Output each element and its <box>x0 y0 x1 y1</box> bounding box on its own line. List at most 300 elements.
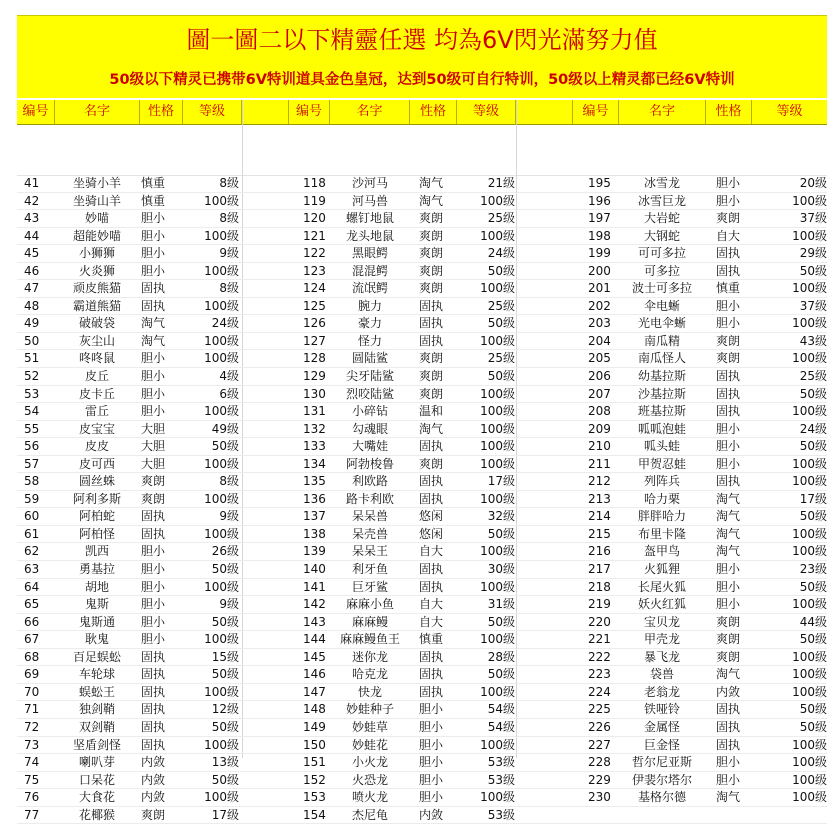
name-cell[interactable]: 阿勃梭鲁 <box>345 456 394 471</box>
number-cell[interactable]: 54 <box>24 404 40 419</box>
level-cell[interactable]: 28级 <box>487 649 515 664</box>
level-cell[interactable]: 100级 <box>204 351 239 366</box>
level-cell[interactable]: 53级 <box>487 807 515 822</box>
nature-cell[interactable]: 淘气 <box>141 333 166 348</box>
level-cell[interactable]: 100级 <box>792 526 827 541</box>
number-cell[interactable]: 223 <box>588 667 611 682</box>
name-cell[interactable]: 鬼斯 <box>84 597 109 612</box>
number-cell[interactable]: 229 <box>588 772 611 787</box>
number-cell[interactable]: 131 <box>303 404 326 419</box>
level-cell[interactable]: 50级 <box>211 562 239 577</box>
nature-cell[interactable]: 爽朗 <box>716 614 741 629</box>
number-cell[interactable]: 147 <box>303 684 326 699</box>
nature-cell[interactable]: 固执 <box>141 281 166 296</box>
name-cell[interactable]: 南瓜怪人 <box>637 351 686 366</box>
nature-cell[interactable]: 固执 <box>716 369 741 384</box>
name-cell[interactable]: 鬼斯通 <box>78 614 115 629</box>
number-cell[interactable]: 215 <box>588 526 611 541</box>
name-cell[interactable]: 妙喵 <box>84 211 109 226</box>
level-cell[interactable]: 8级 <box>219 211 239 226</box>
nature-cell[interactable]: 淘气 <box>419 193 444 208</box>
level-cell[interactable]: 50级 <box>487 667 515 682</box>
level-cell[interactable]: 100级 <box>792 772 827 787</box>
nature-cell[interactable]: 固执 <box>141 702 166 717</box>
header-name[interactable]: 名字 <box>619 100 706 124</box>
level-cell[interactable]: 50级 <box>487 614 515 629</box>
level-cell[interactable]: 25级 <box>487 298 515 313</box>
nature-cell[interactable]: 固执 <box>716 474 741 489</box>
nature-cell[interactable]: 固执 <box>141 719 166 734</box>
number-cell[interactable]: 149 <box>303 719 326 734</box>
number-cell[interactable]: 205 <box>588 351 611 366</box>
level-cell[interactable]: 44级 <box>799 614 827 629</box>
number-cell[interactable]: 65 <box>24 597 40 612</box>
name-cell[interactable]: 皮丘 <box>84 369 109 384</box>
level-cell[interactable]: 100级 <box>792 456 827 471</box>
nature-cell[interactable]: 固执 <box>141 667 166 682</box>
number-cell[interactable]: 128 <box>303 351 326 366</box>
level-cell[interactable]: 50级 <box>211 719 239 734</box>
nature-cell[interactable]: 爽朗 <box>419 369 444 384</box>
nature-cell[interactable]: 固执 <box>716 737 741 752</box>
level-cell[interactable]: 9级 <box>219 246 239 261</box>
name-cell[interactable]: 利牙鱼 <box>351 562 388 577</box>
name-cell[interactable]: 哈力栗 <box>643 491 680 506</box>
name-cell[interactable]: 布里卡隆 <box>637 526 686 541</box>
number-cell[interactable]: 129 <box>303 369 326 384</box>
number-cell[interactable]: 59 <box>24 491 40 506</box>
name-cell[interactable]: 长尾火狐 <box>637 579 686 594</box>
name-cell[interactable]: 圆陆鲨 <box>351 351 388 366</box>
header-level[interactable]: 等级 <box>183 100 242 124</box>
level-cell[interactable]: 100级 <box>792 737 827 752</box>
number-cell[interactable]: 51 <box>24 351 40 366</box>
nature-cell[interactable]: 自大 <box>419 544 444 559</box>
nature-cell[interactable]: 内敛 <box>141 755 166 770</box>
name-cell[interactable]: 怪力 <box>357 333 382 348</box>
nature-cell[interactable]: 淘气 <box>716 509 741 524</box>
level-cell[interactable]: 50级 <box>799 509 827 524</box>
number-cell[interactable]: 73 <box>24 737 40 752</box>
number-cell[interactable]: 61 <box>24 526 40 541</box>
nature-cell[interactable]: 爽朗 <box>716 211 741 226</box>
name-cell[interactable]: 皮可西 <box>78 456 115 471</box>
number-cell[interactable]: 121 <box>303 228 326 243</box>
number-cell[interactable]: 136 <box>303 491 326 506</box>
name-cell[interactable]: 圆丝蛛 <box>78 474 115 489</box>
name-cell[interactable]: 哈克龙 <box>351 667 388 682</box>
name-cell[interactable]: 坚盾剑怪 <box>72 737 121 752</box>
level-cell[interactable]: 100级 <box>480 790 515 805</box>
level-cell[interactable]: 25级 <box>799 369 827 384</box>
nature-cell[interactable]: 悠闲 <box>419 526 444 541</box>
name-cell[interactable]: 阿利多斯 <box>72 491 121 506</box>
nature-cell[interactable]: 悠闲 <box>419 509 444 524</box>
name-cell[interactable]: 小火龙 <box>351 755 388 770</box>
number-cell[interactable]: 206 <box>588 369 611 384</box>
nature-cell[interactable]: 淘气 <box>716 526 741 541</box>
nature-cell[interactable]: 固执 <box>716 719 741 734</box>
name-cell[interactable]: 哲尔尼亚斯 <box>631 755 692 770</box>
nature-cell[interactable]: 慎重 <box>141 176 166 190</box>
level-cell[interactable]: 29级 <box>799 246 827 261</box>
number-cell[interactable]: 43 <box>24 211 40 226</box>
level-cell[interactable]: 100级 <box>204 684 239 699</box>
level-cell[interactable]: 50级 <box>799 263 827 278</box>
level-cell[interactable]: 30级 <box>487 562 515 577</box>
level-cell[interactable]: 100级 <box>480 228 515 243</box>
name-cell[interactable]: 甲贺忍蛙 <box>637 456 686 471</box>
level-cell[interactable]: 100级 <box>204 193 239 208</box>
nature-cell[interactable]: 固执 <box>716 404 741 419</box>
name-cell[interactable]: 灰尘山 <box>78 333 115 348</box>
nature-cell[interactable]: 胆小 <box>716 579 741 594</box>
level-cell[interactable]: 100级 <box>792 649 827 664</box>
name-cell[interactable]: 阿柏怪 <box>78 526 115 541</box>
nature-cell[interactable]: 爽朗 <box>716 649 741 664</box>
name-cell[interactable]: 螺钉地鼠 <box>345 211 394 226</box>
number-cell[interactable]: 222 <box>588 649 611 664</box>
level-cell[interactable]: 24级 <box>487 246 515 261</box>
name-cell[interactable]: 火恐龙 <box>351 772 388 787</box>
name-cell[interactable]: 伊裴尔塔尔 <box>631 772 692 787</box>
level-cell[interactable]: 100级 <box>480 281 515 296</box>
number-cell[interactable]: 198 <box>588 228 611 243</box>
level-cell[interactable]: 100级 <box>792 404 827 419</box>
level-cell[interactable]: 50级 <box>211 614 239 629</box>
level-cell[interactable]: 100级 <box>204 404 239 419</box>
number-cell[interactable]: 154 <box>303 807 326 822</box>
name-cell[interactable]: 小碎钻 <box>351 404 388 419</box>
number-cell[interactable]: 119 <box>303 193 326 208</box>
level-cell[interactable]: 50级 <box>799 632 827 647</box>
name-cell[interactable]: 沙基拉斯 <box>637 386 686 401</box>
nature-cell[interactable]: 固执 <box>716 386 741 401</box>
level-cell[interactable]: 53级 <box>487 772 515 787</box>
name-cell[interactable]: 车轮球 <box>78 667 115 682</box>
level-cell[interactable]: 100级 <box>480 333 515 348</box>
level-cell[interactable]: 100级 <box>480 404 515 419</box>
name-cell[interactable]: 麻麻鳗鱼王 <box>339 632 400 647</box>
level-cell[interactable]: 50级 <box>799 386 827 401</box>
number-cell[interactable]: 150 <box>303 737 326 752</box>
nature-cell[interactable]: 固执 <box>141 526 166 541</box>
level-cell[interactable]: 100级 <box>792 667 827 682</box>
name-cell[interactable]: 腕力 <box>357 298 382 313</box>
nature-cell[interactable]: 胆小 <box>141 579 166 594</box>
name-cell[interactable]: 呆壳兽 <box>351 526 388 541</box>
level-cell[interactable]: 15级 <box>211 649 239 664</box>
number-cell[interactable]: 139 <box>303 544 326 559</box>
number-cell[interactable]: 195 <box>588 176 611 190</box>
nature-cell[interactable]: 爽朗 <box>419 246 444 261</box>
nature-cell[interactable]: 爽朗 <box>141 491 166 506</box>
header-number[interactable]: 编号 <box>17 100 55 124</box>
nature-cell[interactable]: 胆小 <box>716 316 741 331</box>
nature-cell[interactable]: 淘气 <box>716 491 741 506</box>
number-cell[interactable]: 68 <box>24 649 40 664</box>
name-cell[interactable]: 小狮狮 <box>78 246 115 261</box>
nature-cell[interactable]: 胆小 <box>419 737 444 752</box>
name-cell[interactable]: 皮皮 <box>84 439 109 454</box>
number-cell[interactable]: 227 <box>588 737 611 752</box>
level-cell[interactable]: 37级 <box>799 211 827 226</box>
name-cell[interactable]: 阿柏蛇 <box>78 509 115 524</box>
number-cell[interactable]: 122 <box>303 246 326 261</box>
number-cell[interactable]: 118 <box>303 176 326 190</box>
number-cell[interactable]: 71 <box>24 702 40 717</box>
name-cell[interactable]: 迷你龙 <box>351 649 388 664</box>
number-cell[interactable]: 57 <box>24 456 40 471</box>
nature-cell[interactable]: 胆小 <box>716 298 741 313</box>
level-cell[interactable]: 100级 <box>204 491 239 506</box>
level-cell[interactable]: 50级 <box>487 263 515 278</box>
nature-cell[interactable]: 淘气 <box>716 544 741 559</box>
number-cell[interactable]: 127 <box>303 333 326 348</box>
level-cell[interactable]: 100级 <box>204 790 239 805</box>
nature-cell[interactable]: 淘气 <box>419 176 444 190</box>
level-cell[interactable]: 50级 <box>211 439 239 454</box>
number-cell[interactable]: 133 <box>303 439 326 454</box>
nature-cell[interactable]: 胆小 <box>716 456 741 471</box>
name-cell[interactable]: 喇叭芽 <box>78 755 115 770</box>
name-cell[interactable]: 大岩蛇 <box>643 211 680 226</box>
level-cell[interactable]: 100级 <box>792 544 827 559</box>
number-cell[interactable]: 213 <box>588 491 611 506</box>
level-cell[interactable]: 100级 <box>480 439 515 454</box>
level-cell[interactable]: 100级 <box>792 790 827 805</box>
number-cell[interactable]: 42 <box>24 193 40 208</box>
name-cell[interactable]: 霸道熊猫 <box>72 298 121 313</box>
name-cell[interactable]: 金属怪 <box>643 719 680 734</box>
number-cell[interactable]: 75 <box>24 772 40 787</box>
nature-cell[interactable]: 内敛 <box>141 790 166 805</box>
level-cell[interactable]: 100级 <box>480 544 515 559</box>
number-cell[interactable]: 201 <box>588 281 611 296</box>
name-cell[interactable]: 百足蜈蚣 <box>72 649 121 664</box>
header-name[interactable]: 名字 <box>330 100 410 124</box>
level-cell[interactable]: 100级 <box>204 456 239 471</box>
header-nature[interactable]: 性格 <box>410 100 457 124</box>
name-cell[interactable]: 呱头蛙 <box>643 439 680 454</box>
name-cell[interactable]: 大钢蛇 <box>643 228 680 243</box>
header-nature[interactable]: 性格 <box>140 100 183 124</box>
name-cell[interactable]: 大食花 <box>78 790 115 805</box>
number-cell[interactable]: 58 <box>24 474 40 489</box>
nature-cell[interactable]: 爽朗 <box>419 263 444 278</box>
level-cell[interactable]: 12级 <box>211 702 239 717</box>
number-cell[interactable]: 67 <box>24 632 40 647</box>
level-cell[interactable]: 100级 <box>792 193 827 208</box>
level-cell[interactable]: 100级 <box>792 474 827 489</box>
nature-cell[interactable]: 胆小 <box>716 193 741 208</box>
name-cell[interactable]: 花椰猴 <box>78 807 115 822</box>
level-cell[interactable]: 100级 <box>480 386 515 401</box>
number-cell[interactable]: 208 <box>588 404 611 419</box>
number-cell[interactable]: 64 <box>24 579 40 594</box>
level-cell[interactable]: 21级 <box>487 176 515 190</box>
name-cell[interactable]: 铁哑铃 <box>643 702 680 717</box>
nature-cell[interactable]: 淘气 <box>716 790 741 805</box>
nature-cell[interactable]: 爽朗 <box>419 228 444 243</box>
level-cell[interactable]: 100级 <box>204 737 239 752</box>
number-cell[interactable]: 125 <box>303 298 326 313</box>
nature-cell[interactable]: 固执 <box>141 509 166 524</box>
nature-cell[interactable]: 大胆 <box>141 456 166 471</box>
number-cell[interactable]: 217 <box>588 562 611 577</box>
level-cell[interactable]: 24级 <box>799 421 827 436</box>
level-cell[interactable]: 54级 <box>487 702 515 717</box>
level-cell[interactable]: 100级 <box>204 298 239 313</box>
nature-cell[interactable]: 胆小 <box>141 211 166 226</box>
name-cell[interactable]: 勾魂眼 <box>351 421 388 436</box>
number-cell[interactable]: 55 <box>24 421 40 436</box>
nature-cell[interactable]: 固执 <box>141 684 166 699</box>
number-cell[interactable]: 130 <box>303 386 326 401</box>
number-cell[interactable]: 126 <box>303 316 326 331</box>
nature-cell[interactable]: 胆小 <box>141 597 166 612</box>
name-cell[interactable]: 呆呆兽 <box>351 509 388 524</box>
nature-cell[interactable]: 胆小 <box>716 176 741 190</box>
level-cell[interactable]: 6级 <box>219 386 239 401</box>
name-cell[interactable]: 龙头地鼠 <box>345 228 394 243</box>
level-cell[interactable]: 20级 <box>799 176 827 190</box>
number-cell[interactable]: 197 <box>588 211 611 226</box>
name-cell[interactable]: 冰雪龙 <box>643 176 680 190</box>
name-cell[interactable]: 暴飞龙 <box>643 649 680 664</box>
nature-cell[interactable]: 固执 <box>141 298 166 313</box>
number-cell[interactable]: 66 <box>24 614 40 629</box>
number-cell[interactable]: 52 <box>24 369 40 384</box>
number-cell[interactable]: 56 <box>24 439 40 454</box>
nature-cell[interactable]: 胆小 <box>141 544 166 559</box>
nature-cell[interactable]: 胆小 <box>141 614 166 629</box>
name-cell[interactable]: 皮卡丘 <box>78 386 115 401</box>
name-cell[interactable]: 巨牙鲨 <box>351 579 388 594</box>
name-cell[interactable]: 巨金怪 <box>643 737 680 752</box>
number-cell[interactable]: 196 <box>588 193 611 208</box>
number-cell[interactable]: 151 <box>303 755 326 770</box>
name-cell[interactable]: 冰雪巨龙 <box>637 193 686 208</box>
nature-cell[interactable]: 固执 <box>716 246 741 261</box>
header-level[interactable]: 等级 <box>457 100 516 124</box>
level-cell[interactable]: 8级 <box>219 176 239 190</box>
level-cell[interactable]: 50级 <box>487 369 515 384</box>
nature-cell[interactable]: 固执 <box>419 491 444 506</box>
number-cell[interactable]: 70 <box>24 684 40 699</box>
number-cell[interactable]: 203 <box>588 316 611 331</box>
level-cell[interactable]: 50级 <box>799 439 827 454</box>
level-cell[interactable]: 100级 <box>480 737 515 752</box>
level-cell[interactable]: 100级 <box>480 193 515 208</box>
number-cell[interactable]: 138 <box>303 526 326 541</box>
nature-cell[interactable]: 胆小 <box>419 719 444 734</box>
name-cell[interactable]: 喷火龙 <box>351 790 388 805</box>
nature-cell[interactable]: 固执 <box>141 649 166 664</box>
number-cell[interactable]: 207 <box>588 386 611 401</box>
name-cell[interactable]: 口呆花 <box>78 772 115 787</box>
name-cell[interactable]: 基格尔德 <box>637 790 686 805</box>
nature-cell[interactable]: 爽朗 <box>419 281 444 296</box>
level-cell[interactable]: 100级 <box>480 421 515 436</box>
nature-cell[interactable]: 内敛 <box>716 684 741 699</box>
name-cell[interactable]: 超能妙喵 <box>72 228 121 243</box>
nature-cell[interactable]: 固执 <box>141 737 166 752</box>
name-cell[interactable]: 流氓鳄 <box>351 281 388 296</box>
nature-cell[interactable]: 爽朗 <box>141 474 166 489</box>
level-cell[interactable]: 100级 <box>204 263 239 278</box>
nature-cell[interactable]: 固执 <box>419 684 444 699</box>
name-cell[interactable]: 雷丘 <box>84 404 109 419</box>
nature-cell[interactable]: 内敛 <box>141 772 166 787</box>
level-cell[interactable]: 54级 <box>487 719 515 734</box>
number-cell[interactable]: 123 <box>303 263 326 278</box>
nature-cell[interactable]: 温和 <box>419 404 444 419</box>
number-cell[interactable]: 202 <box>588 298 611 313</box>
nature-cell[interactable]: 爽朗 <box>419 386 444 401</box>
header-level[interactable]: 等级 <box>776 104 803 119</box>
name-cell[interactable]: 甲壳龙 <box>643 632 680 647</box>
number-cell[interactable]: 224 <box>588 684 611 699</box>
number-cell[interactable]: 153 <box>303 790 326 805</box>
nature-cell[interactable]: 固执 <box>419 579 444 594</box>
header-number[interactable]: 编号 <box>289 100 330 124</box>
number-cell[interactable]: 60 <box>24 509 40 524</box>
name-cell[interactable]: 可可多拉 <box>637 246 686 261</box>
name-cell[interactable]: 勇基拉 <box>78 562 115 577</box>
number-cell[interactable]: 77 <box>24 807 40 822</box>
number-cell[interactable]: 200 <box>588 263 611 278</box>
level-cell[interactable]: 100级 <box>204 579 239 594</box>
level-cell[interactable]: 9级 <box>219 597 239 612</box>
nature-cell[interactable]: 自大 <box>419 614 444 629</box>
number-cell[interactable]: 143 <box>303 614 326 629</box>
name-cell[interactable]: 黑眼鳄 <box>351 246 388 261</box>
name-cell[interactable]: 尖牙陆鲨 <box>345 369 394 384</box>
nature-cell[interactable]: 固执 <box>419 474 444 489</box>
number-cell[interactable]: 145 <box>303 649 326 664</box>
name-cell[interactable]: 班基拉斯 <box>637 404 686 419</box>
level-cell[interactable]: 24级 <box>211 316 239 331</box>
number-cell[interactable]: 69 <box>24 667 40 682</box>
number-cell[interactable]: 225 <box>588 702 611 717</box>
nature-cell[interactable]: 胆小 <box>716 562 741 577</box>
number-cell[interactable]: 152 <box>303 772 326 787</box>
number-cell[interactable]: 199 <box>588 246 611 261</box>
name-cell[interactable]: 咚咚鼠 <box>78 351 115 366</box>
nature-cell[interactable]: 胆小 <box>419 772 444 787</box>
number-cell[interactable]: 142 <box>303 597 326 612</box>
level-cell[interactable]: 9级 <box>219 509 239 524</box>
number-cell[interactable]: 230 <box>588 790 611 805</box>
name-cell[interactable]: 胖胖哈力 <box>637 509 686 524</box>
nature-cell[interactable]: 固执 <box>419 649 444 664</box>
level-cell[interactable]: 37级 <box>799 298 827 313</box>
name-cell[interactable]: 破破袋 <box>78 316 115 331</box>
name-cell[interactable]: 大嘴娃 <box>351 439 388 454</box>
nature-cell[interactable]: 胆小 <box>141 369 166 384</box>
number-cell[interactable]: 132 <box>303 421 326 436</box>
nature-cell[interactable]: 自大 <box>716 228 741 243</box>
number-cell[interactable]: 124 <box>303 281 326 296</box>
name-cell[interactable]: 快龙 <box>357 684 382 699</box>
name-cell[interactable]: 伞电蜥 <box>643 298 680 313</box>
nature-cell[interactable]: 大胆 <box>141 421 166 436</box>
number-cell[interactable]: 204 <box>588 333 611 348</box>
name-cell[interactable]: 独剑鞘 <box>78 702 115 717</box>
number-cell[interactable]: 226 <box>588 719 611 734</box>
level-cell[interactable]: 100级 <box>792 755 827 770</box>
